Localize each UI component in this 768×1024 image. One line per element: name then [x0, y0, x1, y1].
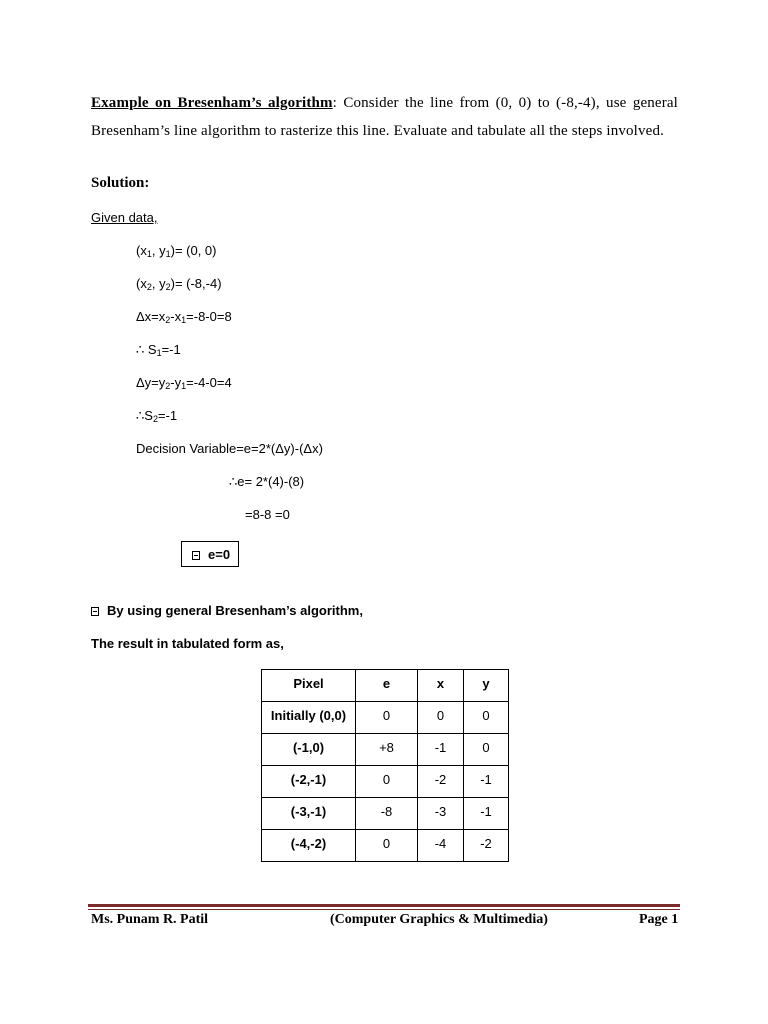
cell-y: 0 [464, 734, 509, 766]
header-x: x [418, 670, 464, 702]
algorithm-bullet [91, 603, 363, 618]
cell-x: 0 [418, 702, 464, 734]
cell-pixel: (-3,-1) [262, 798, 356, 830]
cell-e: 0 [356, 766, 418, 798]
cell-e: -8 [356, 798, 418, 830]
e-result-box [181, 541, 239, 567]
problem-statement [91, 90, 678, 145]
table-row [262, 798, 509, 830]
table-row [262, 830, 509, 862]
header-y: y [464, 670, 509, 702]
cell-x: -4 [418, 830, 464, 862]
s1-line: ∴ $S_1=-1$ [136, 342, 181, 358]
table-header-row [262, 670, 509, 702]
table-row [262, 702, 509, 734]
given-data-label: Given data, [91, 210, 158, 225]
cell-e: +8 [356, 734, 418, 766]
cell-x: -1 [418, 734, 464, 766]
cell-y: -1 [464, 766, 509, 798]
cell-y: 0 [464, 702, 509, 734]
footer-divider-thin [88, 909, 680, 910]
solution-label: Solution: [91, 175, 150, 191]
cell-y: -2 [464, 830, 509, 862]
footer-subject: (Computer Graphics & Multimedia) [330, 912, 548, 927]
cell-x: -3 [418, 798, 464, 830]
header-pixel: Pixel [262, 670, 356, 702]
delta-x-line: $\Delta x=x_2-x_1=-8-0=8$ [136, 309, 232, 325]
e-calculation-line: ∴e= 2*(4)-(8) [229, 474, 305, 489]
footer-page-number: Page 1 [639, 912, 679, 927]
e-result-line: =8-8 =0 [245, 507, 290, 522]
e-box-text: e=0 [208, 547, 231, 562]
problem-text: : Consider the line from (0, 0) to (-8,-4), use general Bresenham’s line algorithm to rasterize this line. Evaluate and tabulate all the steps involved. [91, 95, 679, 139]
bullet-icon [192, 551, 200, 560]
header-e: e [356, 670, 418, 702]
point-2-line: ($x_2$, $y_2)= (-8,-4)$ [136, 276, 222, 292]
cell-y: -1 [464, 798, 509, 830]
cell-x: -2 [418, 766, 464, 798]
point-1-line: ($x_1$, $y_1)= (0$, 0) [136, 243, 217, 259]
bullet-text: By using general Bresenham’s algorithm, [107, 603, 363, 618]
cell-pixel: (-2,-1) [262, 766, 356, 798]
footer-author: Ms. Punam R. Patil [91, 912, 209, 927]
delta-y-line: $\Delta y=y_2-y_1=-4-0=4$ [136, 375, 232, 391]
table-row [262, 734, 509, 766]
cell-e: 0 [356, 830, 418, 862]
tabular-intro: The result in tabulated form as, [91, 636, 284, 651]
decision-variable-line: Decision Variable=e=2*(Δy)-(Δx) [136, 441, 323, 456]
footer-divider [88, 904, 680, 907]
cell-pixel: Initially (0,0) [262, 702, 356, 734]
s2-line: $\therefore S_2=-1$ [136, 408, 178, 424]
cell-e: 0 [356, 702, 418, 734]
table-row [262, 766, 509, 798]
bullet-icon [91, 607, 99, 616]
cell-pixel: (-4,-2) [262, 830, 356, 862]
cell-pixel: (-1,0) [262, 734, 356, 766]
steps-table [261, 669, 509, 862]
example-heading: Example on Bresenham’s algorithm [91, 95, 333, 111]
